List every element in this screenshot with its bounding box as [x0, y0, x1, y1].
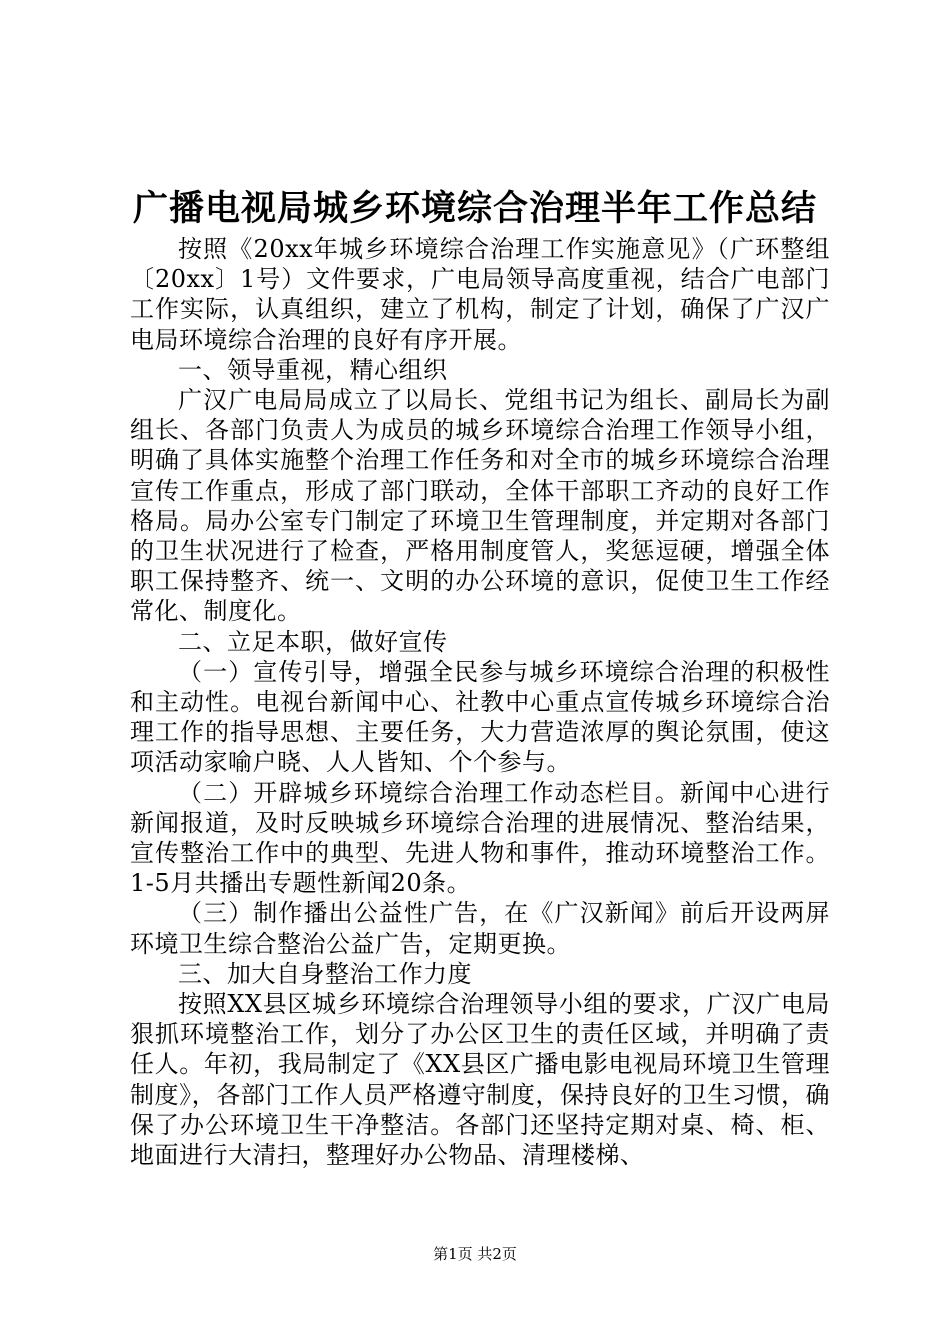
page-footer: 第1页 共2页 [433, 1245, 517, 1263]
section-2-item-3: （三）制作播出公益性广告，在《广汉新闻》前后开设两屏环境卫生综合整治公益广告，定期更换。 [130, 899, 830, 958]
document-title: 广播电视局城乡环境综合治理半年工作总结 [132, 188, 817, 229]
intro-paragraph: 按照《20xx年城乡环境综合治理工作实施意见》（广环整组〔20xx〕1号）文件要求，广电局领导高度重视，结合广电部门工作实际，认真组织，建立了机构，制定了计划，确保了广汉广电局环境综合治理的良好有序开展。 [130, 235, 830, 354]
section-2-item-2: （二）开辟城乡环境综合治理工作动态栏目。新闻中心进行新闻报道，及时反映城乡环境综合治理的进展情况、整治结果，宣传整治工作中的典型、先进人物和事件，推动环境整治工作。1-5月共播出专题性新闻20条。 [130, 778, 830, 898]
section-heading-2: 二、立足本职，做好宣传 [178, 627, 448, 656]
document-body [130, 234, 830, 1170]
section-1-paragraph: 广汉广电局局成立了以局长、党组书记为组长、副局长为副组长、各部门负责人为成员的城乡环境综合治理工作领导小组，明确了具体实施整个治理工作任务和对全市的城乡环境综合治理宣传工作重点，形成了部门联动，全体干部职工齐动的良好工作格局。局办公室专门制定了环境卫生管理制度，并定期对各部门的卫生状况进行了检查，严格用制度管人，奖惩逗硬，增强全体职工保持整齐、统一、文明的办公环境的意识，促使卫生工作经常化、制度化。 [130, 386, 830, 626]
section-heading-1: 一、领导重视，精心组织 [178, 355, 448, 384]
section-heading-3: 三、加大自身整治工作力度 [178, 959, 472, 988]
section-3-paragraph: 按照XX县区城乡环境综合治理领导小组的要求，广汉广电局狠抓环境整治工作，划分了办公区卫生的责任区域，并明确了责任人。年初，我局制定了《XX县区广播电影电视局环境卫生管理制度》，各部门工作人员严格遵守制度，保持良好的卫生习惯，确保了办公环境卫生干净整洁。各部门还坚持定期对桌、椅、柜、地面进行大清扫，整理好办公物品、清理楼梯、 [130, 990, 830, 1170]
section-2-item-1: （一）宣传引导，增强全民参与城乡环境综合治理的积极性和主动性。电视台新闻中心、社教中心重点宣传城乡环境综合治理工作的指导思想、主要任务，大力营造浓厚的舆论氛围，使这项活动家喻户晓、人人皆知、个个参与。 [130, 657, 830, 777]
